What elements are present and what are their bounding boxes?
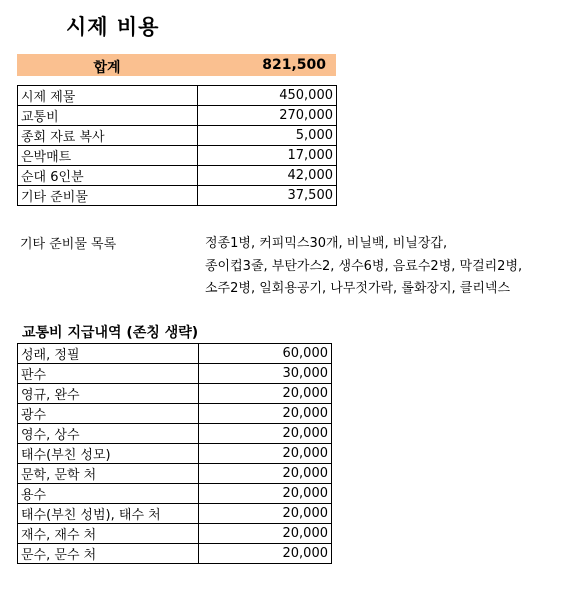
- transport-name: 판수: [18, 364, 199, 384]
- table-row: [18, 524, 332, 544]
- transport-amount: 20,000: [199, 504, 332, 524]
- transport-name: 태수(부친 성범), 태수 처: [18, 504, 199, 524]
- transport-name: 문수, 문수 처: [18, 544, 199, 564]
- cost-amount: 42,000: [198, 166, 337, 186]
- misc-list-label: 기타 준비물 목록: [20, 237, 117, 252]
- table-row: [18, 146, 337, 166]
- transport-amount: 20,000: [199, 544, 332, 564]
- transport-name: 영수, 상수: [18, 424, 199, 444]
- cost-amount: 5,000: [198, 126, 337, 146]
- table-row: [18, 86, 337, 106]
- transport-amount: 20,000: [199, 404, 332, 424]
- cost-item: 기타 준비물: [18, 186, 198, 206]
- table-row: [18, 464, 332, 484]
- transport-name: 태수(부친 성모): [18, 444, 199, 464]
- transport-amount: 30,000: [199, 364, 332, 384]
- transport-name: 용수: [18, 484, 199, 504]
- cost-amount: 37,500: [198, 186, 337, 206]
- total-label: 합계: [93, 60, 121, 76]
- transport-amount: 60,000: [199, 344, 332, 364]
- table-row: [18, 424, 332, 444]
- misc-line: 소주2병, 일회용공기, 나무젓가락, 롤화장지, 클리넥스: [205, 281, 511, 296]
- misc-line: 종이컵3줄, 부탄가스2, 생수6병, 음료수2병, 막걸리2병,: [205, 258, 523, 274]
- transport-amount: 20,000: [199, 444, 332, 464]
- total-value: 821,500: [262, 57, 326, 73]
- cost-amount: 17,000: [198, 146, 337, 166]
- table-row: [18, 166, 337, 186]
- table-row: [18, 544, 332, 564]
- cost-table: [17, 85, 337, 206]
- cost-item: 은박매트: [18, 146, 198, 166]
- misc-line: 정종1병, 커피믹스30개, 비닐백, 비닐장갑,: [205, 236, 448, 251]
- transport-amount: 20,000: [199, 424, 332, 444]
- page-title: 시제 비용: [66, 15, 160, 39]
- table-row: [18, 384, 332, 404]
- table-row: [18, 186, 337, 206]
- cost-item: 교통비: [18, 106, 198, 126]
- transport-table: [17, 343, 332, 564]
- transport-name: 성래, 정필: [18, 344, 199, 364]
- table-row: [18, 404, 332, 424]
- table-row: [18, 106, 337, 126]
- table-row: [18, 364, 332, 384]
- cost-amount: 450,000: [198, 86, 337, 106]
- cost-item: 종회 자료 복사: [18, 126, 198, 146]
- transport-name: 문학, 문학 처: [18, 464, 199, 484]
- table-row: [18, 504, 332, 524]
- table-row: [18, 444, 332, 464]
- transport-amount: 20,000: [199, 384, 332, 404]
- transport-amount: 20,000: [199, 484, 332, 504]
- total-row: [17, 54, 336, 76]
- transport-amount: 20,000: [199, 524, 332, 544]
- misc-list: [205, 233, 522, 301]
- cost-item: 시제 제물: [18, 86, 198, 106]
- transport-name: 재수, 재수 처: [18, 524, 199, 544]
- table-row: [18, 484, 332, 504]
- table-row: [18, 126, 337, 146]
- transport-amount: 20,000: [199, 464, 332, 484]
- cost-amount: 270,000: [198, 106, 337, 126]
- table-row: [18, 344, 332, 364]
- transport-name: 광수: [18, 404, 199, 424]
- transport-name: 영규, 완수: [18, 384, 199, 404]
- transport-section-title: 교통비 지급내역 (존칭 생략): [22, 325, 199, 341]
- cost-item: 순대 6인분: [18, 166, 198, 186]
